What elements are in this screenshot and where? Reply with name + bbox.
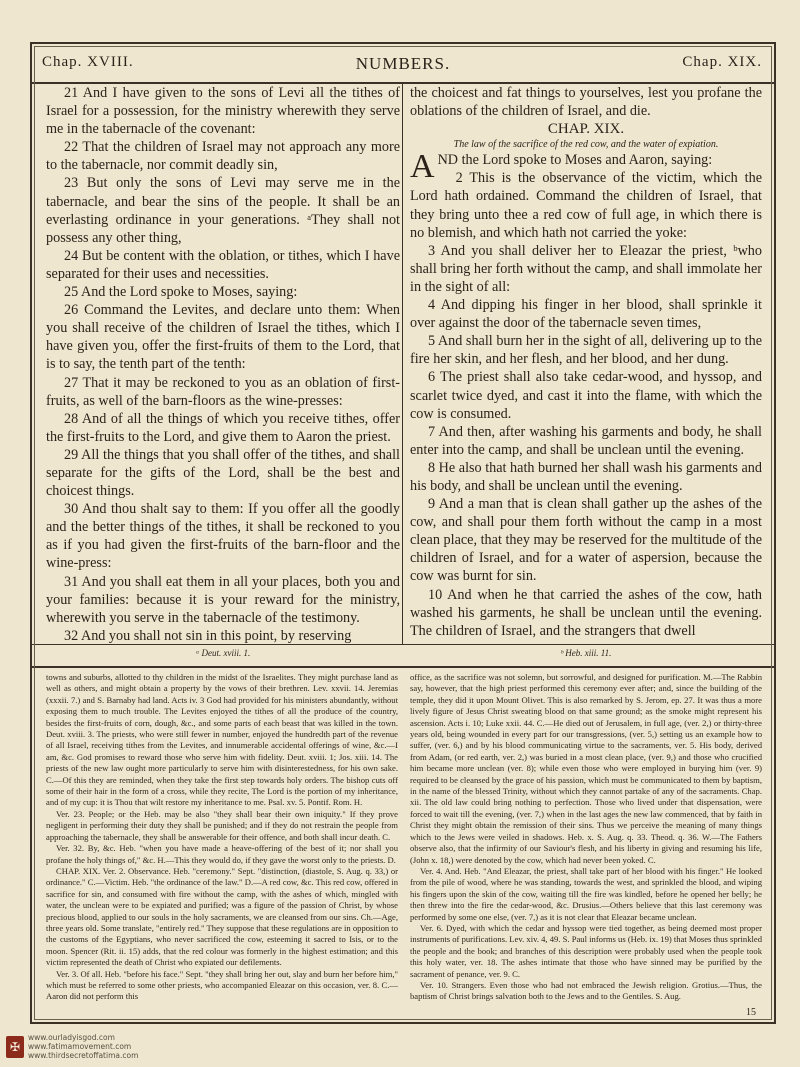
verse: 28 And of all the things of which you receive tithes, offer the first-fruits to the Lord, and give them to Aaron the priest. (46, 410, 400, 445)
verse: 26 Command the Levites, and declare unto them: When you shall receive of the children of Israel the tithes, which I have given you, offer the first-fruits of them to the Lord, that is to say, the tenth part of the tenth: (46, 302, 400, 373)
first-verse-text: ND the Lord spoke to Moses and Aaron, saying: (437, 152, 713, 169)
commentary-paragraph: Ver. 6. Dyed, with which the cedar and hyssop were tied together, as being deemed most proper instruments of purifications. Lev. xiv. 4, 49. S. Paul informs us (Heb. ix. 19) that Moses thus sprinkled the people and the book; and branches of this description were probably used when the people took this holy water, ver. 18. The ashes intimate that those who have sinned may be purified by the sacrament of penance, ver. 9. C. (410, 922, 762, 979)
commentary-paragraph: towns and suburbs, allotted to thy children in the midst of the Israelites. They might purchase land as well as others, and might obtain a property by the vows of their brethren. Lev. xxvii. 14. Jeremias (xxxii. 7.) and S. Barnaby had land. Acts iv. 3 God had provided for his ministers abundantly, without exposing them to much trouble. The Levites enjoyed the tithes of all the produce of the country, besides the first-fruits of corn, dough, &c., and some parts of each beast that was killed in the town. Deut. xviii. 3. The priests, who were still fewer in number, enjoyed the hundredth part of the revenue of all Israel, receiving tithes from the Levites, and innumerable accidental offerings of wine, &c.—I am, &c. God promises to reward those who serve him with fidelity. Deut. xviii. 1; Jos. xiii. 14. The priests of the new law ought more particularly to serve him with disinterestedness, for his own sake. C.—Of this they are reminded, when they take the first step towards holy orders. The bishop cuts off some of their hair in the form of a cross, while they recite, The Lord is the portion of my inheritance, and of my cup: it is Thou that wilt restore my inheritance to me. Psal. xv. 5. Pontif. Rom. H. (46, 672, 398, 808)
site-logo-icon[interactable]: ✠ (6, 1036, 24, 1058)
verse: 8 He also that hath burned her shall wash his garments and his body, and shall be unclean until the evening. (410, 459, 762, 494)
bible-page (30, 42, 776, 1024)
left-scripture-column (46, 84, 400, 645)
footnote-rule (32, 644, 774, 645)
website-link[interactable]: www.ourladyisgod.com (28, 1033, 115, 1042)
commentary-paragraph: Ver. 32. By, &c. Heb. "when you have made a heave-offering of the best of it; nor shall you profane the holy things of," &c. H.—This they would do, if they gave the worst only to the priests. D. (46, 843, 398, 865)
chapter-summary: The law of the sacrifice of the red cow, and the water of expiation. (453, 139, 719, 151)
verse: 6 The priest shall also take cedar-wood, and hyssop, and scarlet twice dyed, and cast it into the flame, with which the cow is consumed. (410, 369, 762, 422)
chapter-heading: CHAP. XIX. (547, 121, 625, 138)
first-verse (410, 148, 762, 186)
footnote-left: ᵃ Deut. xviii. 1. (195, 648, 251, 658)
commentary-paragraph: Ver. 23. People; or the Heb. may be also "they shall bear their own iniquity." If they prove negligent in performing their duty they shall be punished; and if they do not restrain the people from approaching the tabernacle, they shall be answerable for their offence, and both shall incur death. C. (46, 808, 398, 842)
right-scripture-column (410, 84, 762, 640)
verse: 2 This is the observance of the victim, which the Lord hath ordained. Command the children of Israel, that they bring unto thee a red cow of full age, in which there is no blemish, and which hath not carried the yoke: (410, 170, 762, 241)
verse: 32 And you shall not sin in this point, by reserving (64, 627, 352, 644)
website-footer (28, 1033, 138, 1060)
verse: 7 And then, after washing his garments and body, he shall enter into the camp, and shall be unclean until the evening. (410, 423, 762, 458)
verse: 9 And a man that is clean shall gather up the ashes of the cow, and shall pour them forth without the camp in a most clean place, that they may be reserved for the multitude of the children of Israel, and for a water of aspersion, because the cow was burnt for sin. (410, 496, 762, 585)
commentary-paragraph: Ver. 4. And. Heb. "And Eleazar, the priest, shall take part of her blood with his finger." He looked from the pile of wood, where he was standing, towards the west, and sprinkled the blood, and wiping his fingers upon the skin of the cow, waiting till the fire was kindled, before he opened her belly; he then threw into the fire the cedar-wood, &c. Drusius.—Others believe that this last ceremony was performed by some one else, (ver. 7,) as it is not clear that Eleazar became unclean. (410, 865, 762, 922)
verse: 21 And I have given to the sons of Levi all the tithes of Israel for a possession, for the ministry wherewith they serve me in the tabernacle of the covenant: (46, 85, 400, 138)
verse: 24 But be content with the oblation, or tithes, which I have separated for their uses and necessities. (46, 247, 400, 282)
commentary-paragraph: office, as the sacrifice was not solemn, but sorrowful, and designed for purification. M.—The Rabbin say, however, that the high priest performed this ceremony ever after; and, since the building of the temple, they did it upon Mount Olivet. This is also remarked by S. Jerom, ep. 27. It was thus a more lively figure of Jesus Christ sweating blood on that same ground; as the smoke might represent his ascension. Acts i. 10; Luke xxii. 44. C.—He died out of Jerusalem, in full age, (ver. 2,) or thirty-three years old, being wounded in every part for our transgressions, (ver. 5,) setting us an example how to suffer, (ver. 6,) and by his blood communicating virtue to the sacraments, ver. 5. His body, derived from Adam, (or red earth, ver. 2,) was buried in a most clean place, (ver. 9,) and those who crucified him became more unclean (ver. 8); while even those who were employed in burying him (ver. 9) required to be cleansed by the grace of his passion, which must be communicated to them by baptism, in the name of the blessed Trinity, without which they cannot partake of any of the sacraments. Chap. xii. The old law could bring nothing to perfection. Those who lived under that dispensation, were forced to wait till the evening, (ver. 7,) when in the last ages the new law commenced, that by faith in Christ they might obtain the remission of their sins. Thus we perceive the meaning of many things which to the Jews were veiled in shadows. Heb. x. S. Aug. q. 33. Theod. q. 36. W.—The Fathers observe also, that the infirmity of our Saviour's flesh, and his liberty in giving and resuming his life, (John x. 18,) were denoted by the cow, which had never been yoked. C. (410, 672, 762, 865)
verse: 30 And thou shalt say to them: If you offer all the goodly and the better things of the tithes, it shall be reckoned to you as if you had given the first-fruits of the barn-floor and the wine-press: (46, 501, 400, 572)
commentary-right-column (410, 672, 762, 1003)
commentary-left-column (46, 672, 398, 1003)
verse: 5 And shall burn her in the sight of all, delivering up to the fire her skin, and her flesh, and her blood, and her dung. (410, 333, 762, 368)
website-link[interactable]: www.fatimamovement.com (28, 1042, 132, 1051)
verse: 22 That the children of Israel may not approach any more to the tabernacle, nor commit deadly sin, (46, 139, 400, 174)
verse: 23 But only the sons of Levi may serve me in the tabernacle, and bear the sins of the people. It shall be an everlasting ordinance in your generations. ᵃThey shall not possess any other thing, (46, 175, 400, 246)
commentary-rule (32, 666, 774, 668)
verse: 3 And you shall deliver her to Eleazar the priest, ᵇwho shall bring her forth without the camp, and shall immolate her in the sight of all: (410, 242, 762, 295)
verse: 25 And the Lord spoke to Moses, saying: (64, 284, 298, 301)
footnote-right: ᵇ Heb. xiii. 11. (560, 648, 612, 658)
verse: 29 All the things that you shall offer of the tithes, and shall separate for the gifts of the Lord, shall be the best and choicest things. (46, 446, 400, 500)
running-header (32, 44, 774, 84)
header-right-chapter: Chap. XIX. (682, 54, 762, 70)
verse: 31 And you shall eat them in all your places, both you and your families: because it is your reward for the ministry, wherewith you serve in the tabernacle of the testimony. (46, 573, 400, 626)
commentary-paragraph: Ver. 3. Of all. Heb. "before his face." Sept. "they shall bring her out, slay and burn her before him," which must be referred to some other priests, who accompanied Eleazar on this occasion, ver. 8. C.—Aaron did not perform this (46, 968, 398, 1002)
commentary-paragraph: Ver. 10. Strangers. Even those who had not embraced the Jewish religion. Grotius.—Thus, the baptism of Christ brings salvation both to the Jews and to the Gentiles. S. Aug. (410, 979, 762, 1002)
verse: 4 And dipping his finger in her blood, shall sprinkle it over against the door of the tabernacle seven times, (410, 297, 762, 332)
commentary-paragraph: CHAP. XIX. Ver. 2. Observance. Heb. "ceremony." Sept. "distinction, (diastole, S. Aug. q. 33,) or ordinance." C.—Victim. Heb. "the ordinance of the law." D.—A red cow, &c. This red cow, offered in sacrifice for sin, and consumed with fire without the camp, with the ashes of which, mingled with water, the unclean were to be expiated and purified; was a figure of the passion of Christ, by whose precious blood, applied to our souls in the holy sacraments, we are cleansed from our sins. Ch.—Age, three years old. Some translate, "entirely red." They suppose that these regulations are in opposition to the customs of the Egyptians, who never sacrificed the cow, esteeming it sacred to Isis, or to the moon. Spencer (Rit. ii. 15) adds, that the red colour was formerly in the highest estimation; and this victim represented the death of Christ who expiated our defilements. (46, 865, 398, 968)
drop-cap: A (410, 148, 435, 186)
header-left-chapter: Chap. XVIII. (42, 54, 134, 70)
page-number: 15 (746, 1007, 756, 1018)
column-divider (402, 82, 403, 644)
verse: 10 And when he that carried the ashes of the cow, hath washed his garments, he shall be unclean until the evening. The children of Israel, and the strangers that dwell (410, 586, 762, 639)
website-link[interactable]: www.thirdsecretoffatima.com (28, 1051, 139, 1060)
header-book-title: NUMBERS. (355, 54, 451, 73)
verse-continuation: the choicest and fat things to yourselves, lest you profane the oblations of the children of Israel, and die. (410, 85, 762, 120)
verse: 27 That it may be reckoned to you as an oblation of first-fruits, as well of the barn-floors as the wine-presses: (46, 374, 400, 409)
